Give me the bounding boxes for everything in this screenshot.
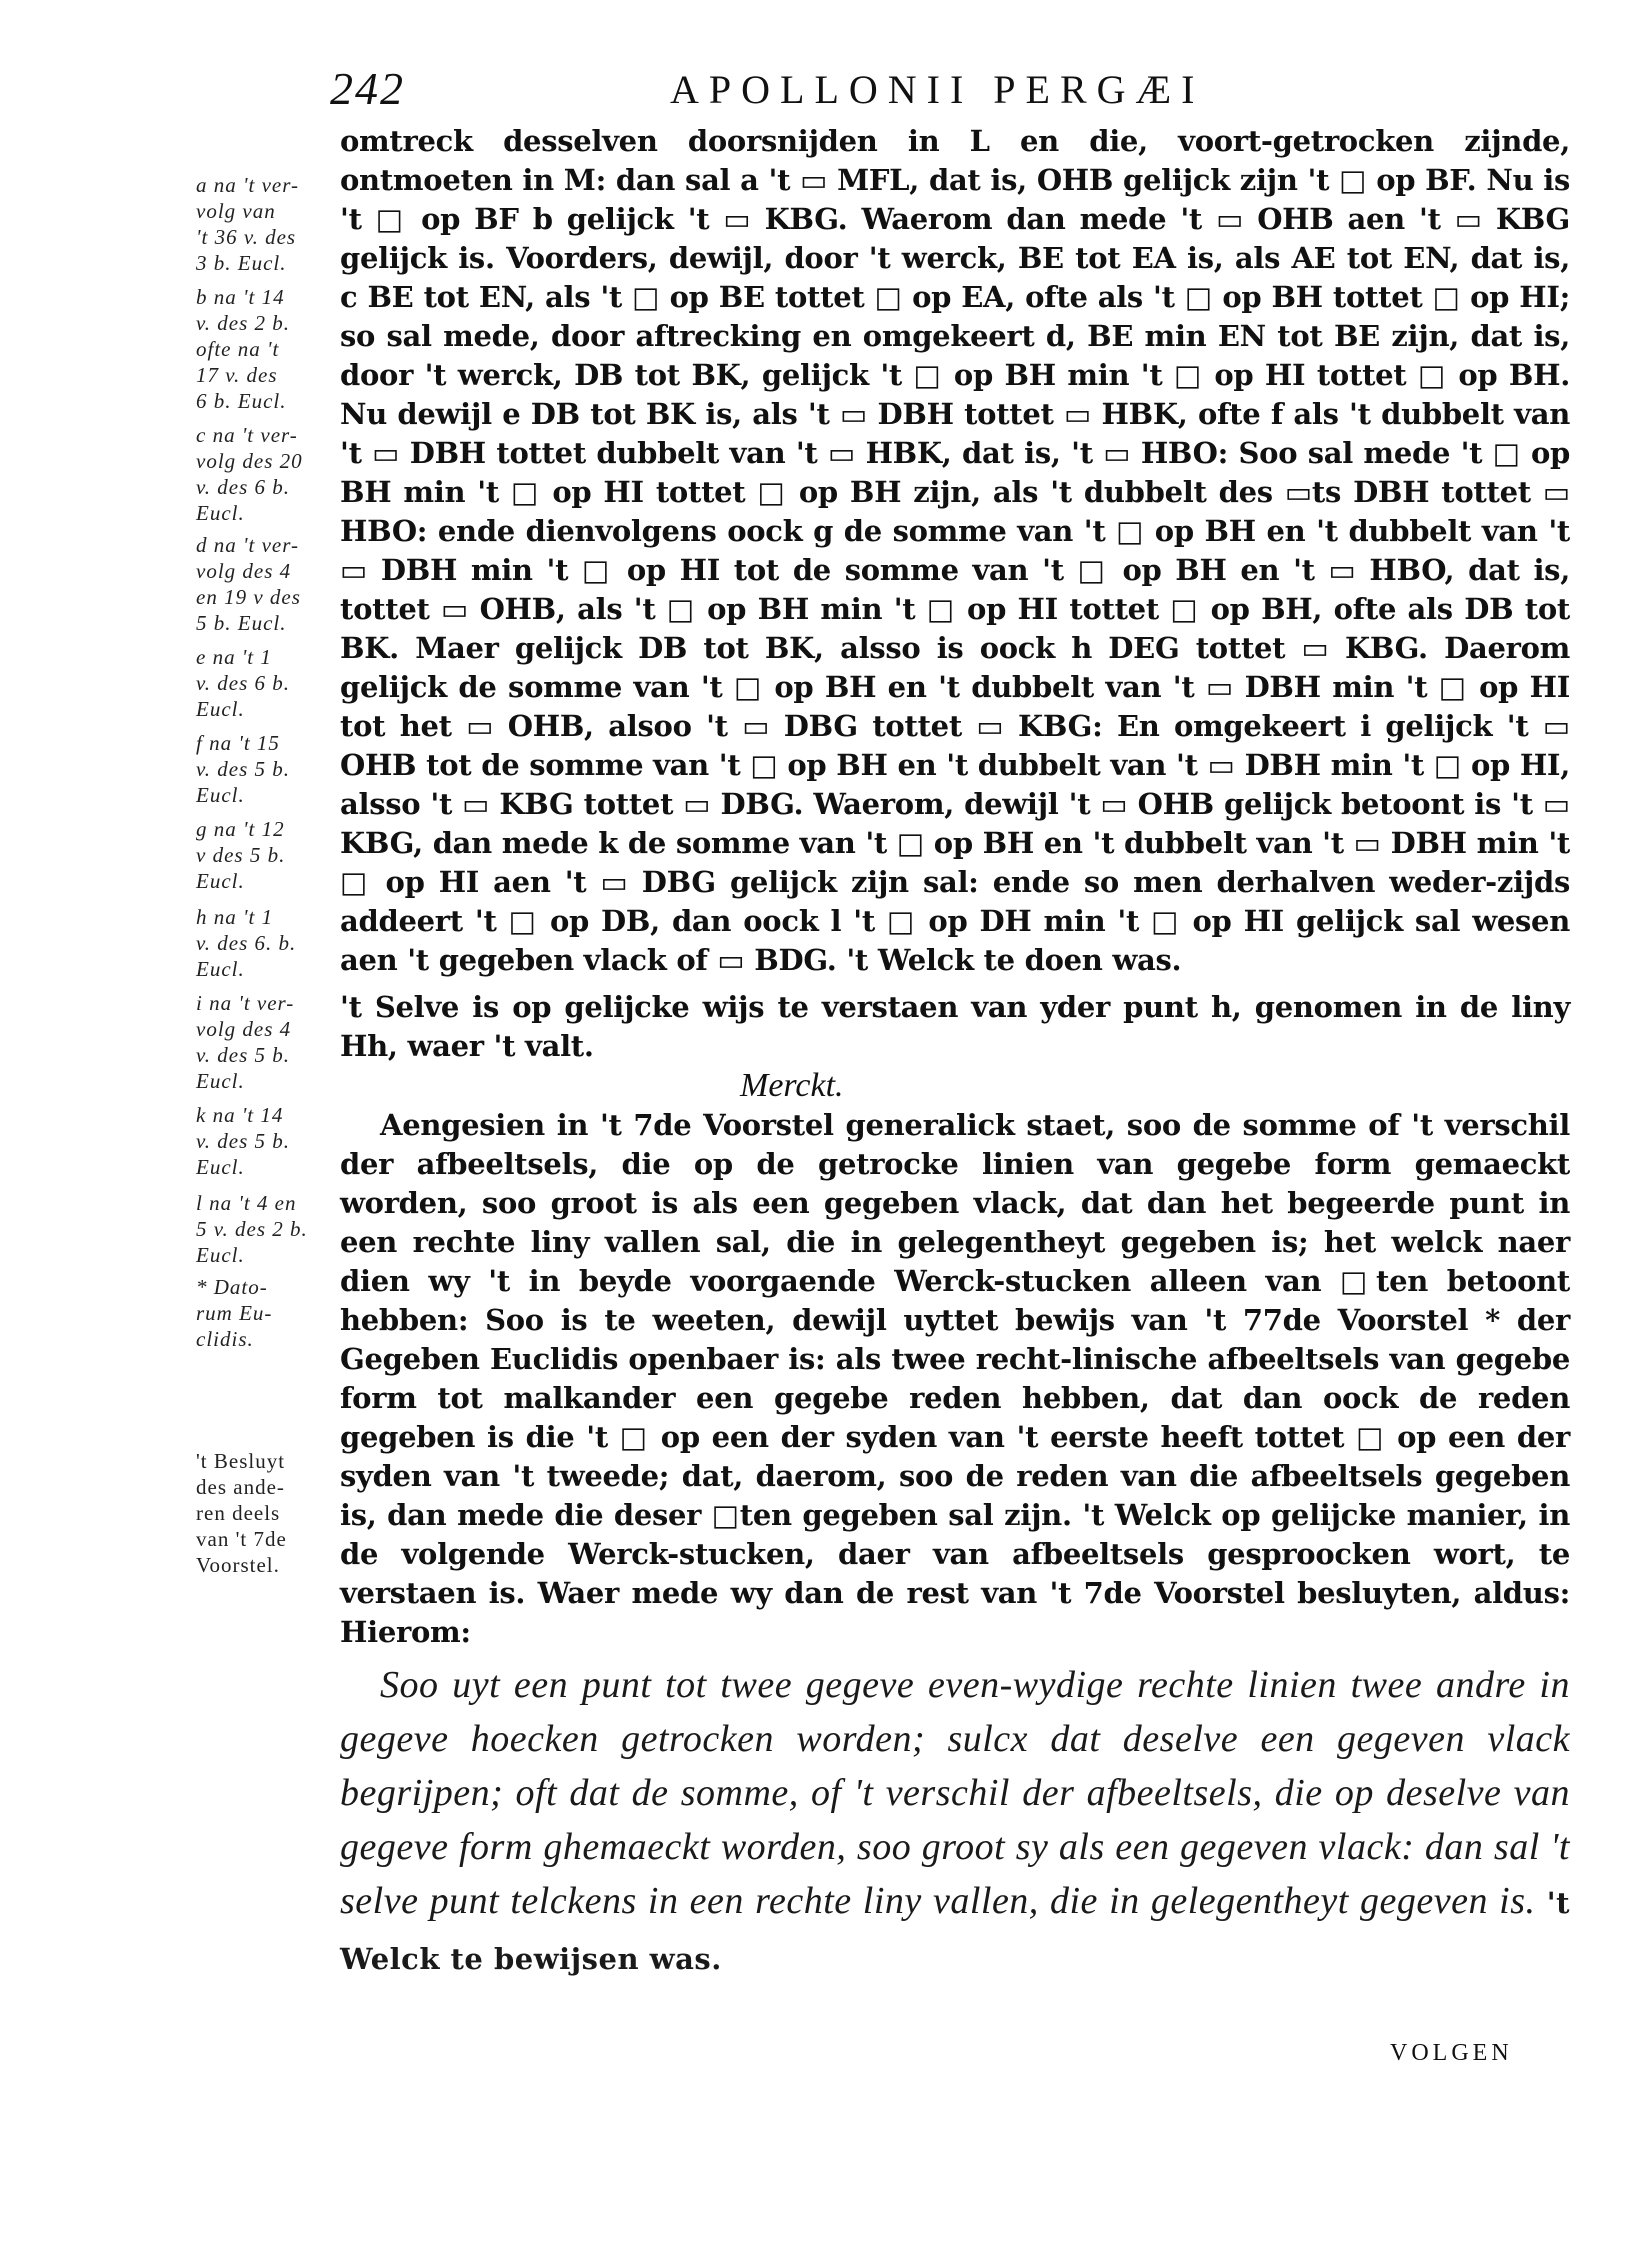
catchword: VOLGEN xyxy=(1390,2040,1513,2066)
margin-note: g na 't 12 v des 5 b. Eucl. xyxy=(196,817,286,893)
corollary-paragraph: 't Selve is op gelijcke wijs te verstaen van yder punt h, genomen in de liny Hh, waer 't valt. xyxy=(340,990,1570,1063)
proof-paragraph: omtreck desselven doorsnijden in L en die, voort-getrocken zijnde, ontmoeten in M: dan sal a 't ▭ MFL, dat is, OHB gelijck zijn 't □ op BF. Nu is 't □ op BF b gelijck 't ▭ KBG. Waerom dan mede 't ▭ OHB aen 't ▭ KBG gelijck is. Voorders, dewijl, door 't werck, BE tot EA is, als AE tot EN, dat is, c BE tot EN, als 't □ op BE tottet □ op EA, ofte als 't □ op BH tottet □ op HI; so sal mede, door aftrecking en omgekeert d, BE min EN tot BE zijn, dat is, door 't werck, DB tot BK, gelijck 't □ op BH min 't □ op HI tottet □ op BH. Nu dewijl e DB tot BK is, als 't ▭ DBH tottet ▭ HBK, ofte f als 't dubbelt van 't ▭ DBH tottet dubbelt van 't ▭ HBK, dat is, 't ▭ HBO: Soo sal mede 't □ op BH min 't □ op HI tottet □ op BH zijn, als 't dubbelt des ▭ts DBH tottet ▭ HBO: ende dienvolgens oock g de somme van 't □ op BH en 't dubbelt van 't ▭ DBH min 't □ op HI tot de somme van 't □ op BH en 't ▭ HBO, dat is, tottet ▭ OHB, als 't □ op BH min 't □ op HI tottet □ op BH, ofte als DB tot BK. Maer gelijck DB tot BK, alsso is oock h DEG tottet ▭ KBG. Daerom gelijck de somme van 't □ op BH en 't dubbelt van 't ▭ DBH min 't □ op HI tot het ▭ OHB, alsoo 't ▭ DBG tottet ▭ KBG: En omgekeert i gelijck 't ▭ OHB tot de somme van 't □ op BH en 't dubbelt van 't ▭ DBH min 't □ op HI, alsso 't ▭ KBG tottet ▭ DBG. Waerom, dewijl 't ▭ OHB gelijck betoont is 't ▭ KBG, dan mede k de somme van 't □ op BH en 't dubbelt van 't ▭ DBH min 't □ op HI aen 't ▭ DBG gelijck zijn sal: ende so men derhalven weder-zijds addeert 't □ op DB, dan oock l 't □ op DH min 't □ op HI gelijck sal wesen aen 't gegeben vlack of ▭ BDG. 't Welck te doen was. xyxy=(340,124,1570,977)
margin-note: b na 't 14 v. des 2 b. ofte na 't 17 v. des 6 b. Eucl. xyxy=(196,285,291,413)
margin-note: f na 't 15 v. des 5 b. Eucl. xyxy=(196,731,291,807)
proposition-closing: 't Welck te bewijsen was. xyxy=(340,1886,1570,1976)
margin-note: a na 't ver- volg van 't 36 v. des 3 b. Eucl. xyxy=(196,173,299,275)
page-header xyxy=(330,62,1570,122)
proposition-paragraph xyxy=(340,1658,1570,1986)
note-heading: Merckt. xyxy=(740,1067,844,1104)
margin-note: c na 't ver- volg des 20 v. des 6 b. Eucl. xyxy=(196,423,303,525)
note-paragraph: Aengesien in 't 7de Voorstel generalick staet, soo de somme of 't verschil der afbeeltsels, die op de getrocke linien van gegebe form gemaeckt worden, soo groot is als een gegeben vlack, dat dan het begeerde punt in een rechte liny vallen sal, die in gelegentheyt gegeben is; het welck naer dien wy 't in beyde voorgaende Werck-stucken alleen van □ten betoont hebben: Soo is te weeten, dewijl uyttet bewijs van 't 77de Voorstel * der Gegeben Euclidis openbaer is: als twee recht-linische afbeeltsels van gegebe form tot malkander een gegebe reden hebben, dat dan oock de reden gegeben is die 't □ op een der syden van 't eerste heeft tottet □ op een der syden van 't tweede; dat, daerom, soo de reden van die afbeeltsels gegeben is, dan mede die deser □ten gegeben sal zijn. 't Welck op gelijcke manier, in de volgende Werck-stucken, daer van afbeeltsels gesproocken wort, te verstaen is. Waer mede wy dan de rest van 't 7de Voorstel besluyten, aldus: Hierom: xyxy=(340,1108,1570,1649)
margin-note: k na 't 14 v. des 5 b. Eucl. xyxy=(196,1103,291,1179)
margin-note: l na 't 4 en 5 v. des 2 b. Eucl. xyxy=(196,1191,308,1267)
margin-note: d na 't ver- volg des 4 en 19 v des 5 b. Eucl. xyxy=(196,533,301,635)
margin-note: e na 't 1 v. des 6 b. Eucl. xyxy=(196,645,291,721)
margin-note: * Dato- rum Eu- clidis. xyxy=(196,1275,273,1351)
page-number: 242 xyxy=(330,63,405,114)
body-text xyxy=(340,122,1570,2024)
margin-note: h na 't 1 v. des 6. b. Eucl. xyxy=(196,905,297,981)
proposition-text: Soo uyt een punt tot twee gegeve even-wydige rechte linien twee andre in gegeve hoecken getrocken worden; sulcx dat deselve een gegeven vlack begrijpen; oft dat de somme, of 't verschil der afbeeltsels, die op deselve van gegeve form ghemaeckt worden, soo groot sy als een gegeven vlack: dan sal 't selve punt telckens in een rechte liny vallen, die in gelegentheyt gegeven is. xyxy=(340,1664,1570,1922)
margin-note-conclusion: 't Besluyt des ande- ren deels van 't 7de Voorstel. xyxy=(196,1449,287,1577)
margin-note: i na 't ver- volg des 4 v. des 5 b. Eucl. xyxy=(196,991,295,1093)
running-title: APOLLONII PERGÆI xyxy=(670,67,1205,112)
margin-notes xyxy=(196,172,336,1578)
